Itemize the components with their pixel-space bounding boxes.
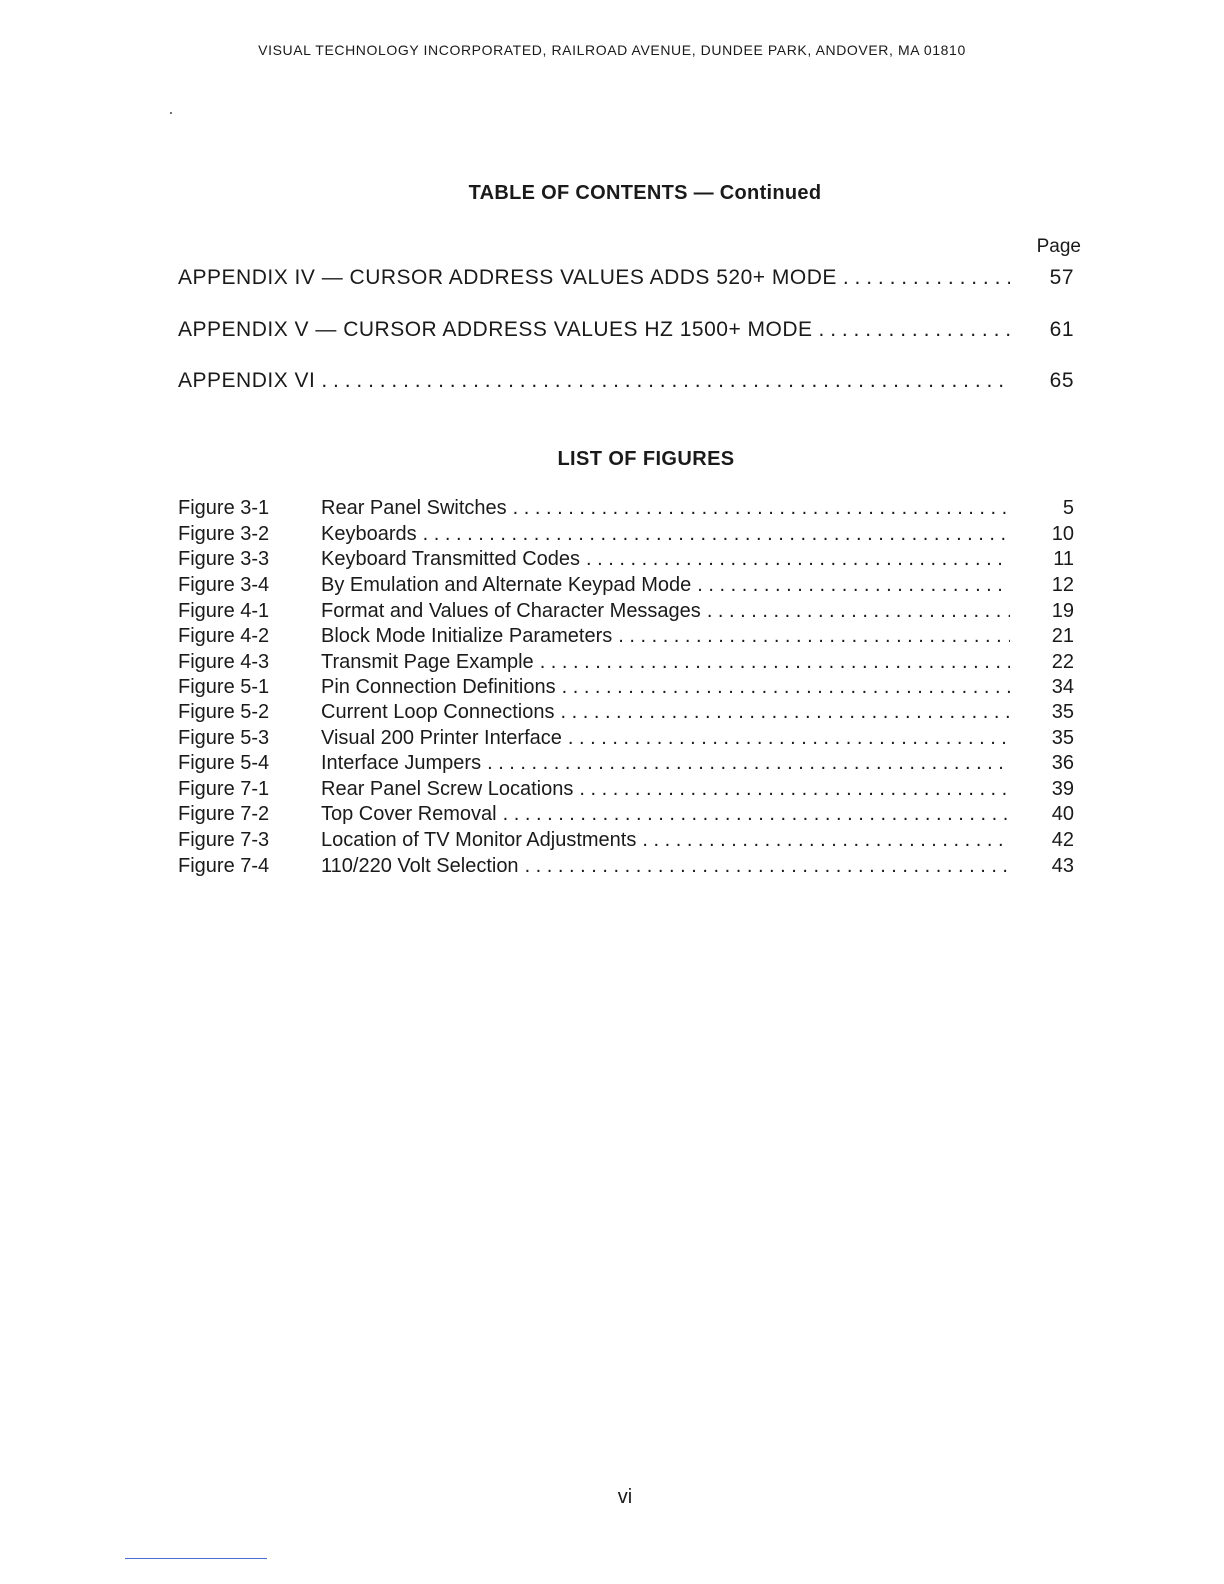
figure-entry bbox=[178, 752, 1074, 775]
figure-caption: Visual 200 Printer Interface bbox=[321, 727, 562, 749]
dot-leader bbox=[642, 829, 1010, 852]
dot-leader bbox=[321, 369, 1010, 393]
figure-page: 5 bbox=[1062, 497, 1074, 519]
figure-entry bbox=[178, 574, 1074, 597]
company-address-header: VISUAL TECHNOLOGY INCORPORATED, RAILROAD AVENUE, DUNDEE PARK, ANDOVER, MA 01810 bbox=[258, 42, 966, 58]
figure-number: Figure 7-4 bbox=[178, 855, 270, 877]
figure-number: Figure 5-4 bbox=[178, 752, 270, 774]
dot-leader bbox=[513, 497, 1010, 520]
toc-entry-page: 61 bbox=[1049, 318, 1074, 341]
figure-entry bbox=[178, 600, 1074, 623]
figure-number: Figure 4-2 bbox=[178, 625, 270, 647]
toc-entry-label: APPENDIX VI bbox=[178, 369, 316, 392]
figure-page: 43 bbox=[1051, 855, 1074, 877]
figure-caption: Rear Panel Screw Locations bbox=[321, 778, 574, 800]
dot-leader bbox=[560, 701, 1010, 724]
figure-entry bbox=[178, 701, 1074, 724]
figure-number: Figure 7-3 bbox=[178, 829, 270, 851]
figure-caption: Block Mode Initialize Parameters bbox=[321, 625, 613, 647]
figure-page: 21 bbox=[1051, 625, 1074, 647]
toc-entry-label: APPENDIX IV — CURSOR ADDRESS VALUES ADDS 520+ MODE bbox=[178, 266, 837, 289]
dot-leader bbox=[487, 752, 1010, 775]
dot-leader bbox=[618, 625, 1010, 648]
figure-page: 35 bbox=[1051, 701, 1074, 723]
dot-leader bbox=[586, 548, 1010, 571]
figure-number: Figure 5-2 bbox=[178, 701, 270, 723]
figure-caption: Transmit Page Example bbox=[321, 651, 534, 673]
figure-number: Figure 5-3 bbox=[178, 727, 270, 749]
figure-page: 11 bbox=[1053, 548, 1074, 570]
figure-page: 42 bbox=[1051, 829, 1074, 851]
figure-page: 39 bbox=[1051, 778, 1074, 800]
figure-page: 34 bbox=[1051, 676, 1074, 698]
figure-caption: Rear Panel Switches bbox=[321, 497, 507, 519]
figure-caption: 110/220 Volt Selection bbox=[321, 855, 519, 877]
figure-page: 35 bbox=[1051, 727, 1074, 749]
dot-leader bbox=[540, 651, 1010, 674]
figure-entry bbox=[178, 855, 1074, 878]
figure-number: Figure 4-3 bbox=[178, 651, 270, 673]
toc-title: TABLE OF CONTENTS — Continued bbox=[468, 182, 822, 204]
figure-caption: Current Loop Connections bbox=[321, 701, 555, 723]
figure-entry bbox=[178, 497, 1074, 520]
figure-caption: Location of TV Monitor Adjustments bbox=[321, 829, 637, 851]
dot-leader bbox=[525, 855, 1010, 878]
dot-leader bbox=[579, 778, 1010, 801]
figure-caption: Keyboards bbox=[321, 523, 417, 545]
page-number: vi bbox=[617, 1486, 633, 1508]
figure-entry bbox=[178, 548, 1074, 571]
figure-number: Figure 3-1 bbox=[178, 497, 270, 519]
toc-entry-page: 57 bbox=[1049, 266, 1074, 289]
figure-caption: Pin Connection Definitions bbox=[321, 676, 556, 698]
dot-leader bbox=[562, 676, 1010, 699]
toc-entry-label: APPENDIX V — CURSOR ADDRESS VALUES HZ 1500+ MODE bbox=[178, 318, 813, 341]
figure-entry bbox=[178, 778, 1074, 801]
figure-page: 22 bbox=[1051, 651, 1074, 673]
figure-entry bbox=[178, 625, 1074, 648]
figure-number: Figure 3-3 bbox=[178, 548, 270, 570]
figure-caption: By Emulation and Alternate Keypad Mode bbox=[321, 574, 692, 596]
figure-page: 40 bbox=[1051, 803, 1074, 825]
dot-leader bbox=[819, 318, 1010, 342]
figure-caption: Format and Values of Character Messages bbox=[321, 600, 701, 622]
figure-entry bbox=[178, 727, 1074, 750]
figure-number: Figure 3-4 bbox=[178, 574, 270, 596]
figure-number: Figure 7-2 bbox=[178, 803, 270, 825]
toc-entry-appendix-iv bbox=[178, 266, 1074, 290]
figure-entry bbox=[178, 651, 1074, 674]
dot-leader bbox=[568, 727, 1010, 750]
dot-leader bbox=[843, 266, 1010, 290]
toc-entry-appendix-v bbox=[178, 318, 1074, 342]
figure-entry bbox=[178, 676, 1074, 699]
footer-rule bbox=[125, 1558, 267, 1559]
figure-entry bbox=[178, 803, 1074, 826]
figure-page: 19 bbox=[1051, 600, 1074, 622]
figure-number: Figure 5-1 bbox=[178, 676, 270, 698]
dot-leader bbox=[707, 600, 1010, 623]
figure-number: Figure 3-2 bbox=[178, 523, 270, 545]
figure-entry bbox=[178, 523, 1074, 546]
page-column-label: Page bbox=[1036, 236, 1081, 257]
figure-entry bbox=[178, 829, 1074, 852]
figure-number: Figure 7-1 bbox=[178, 778, 270, 800]
figure-page: 36 bbox=[1051, 752, 1074, 774]
figure-caption: Top Cover Removal bbox=[321, 803, 497, 825]
dot-leader bbox=[423, 523, 1010, 546]
scan-speck bbox=[170, 112, 172, 114]
figure-page: 12 bbox=[1051, 574, 1074, 596]
toc-entry-page: 65 bbox=[1049, 369, 1074, 392]
dot-leader bbox=[697, 574, 1010, 597]
figure-page: 10 bbox=[1051, 523, 1074, 545]
toc-entry-appendix-vi bbox=[178, 369, 1074, 393]
dot-leader bbox=[503, 803, 1010, 826]
figure-caption: Interface Jumpers bbox=[321, 752, 482, 774]
list-of-figures-title: LIST OF FIGURES bbox=[557, 448, 735, 470]
figure-caption: Keyboard Transmitted Codes bbox=[321, 548, 581, 570]
figure-number: Figure 4-1 bbox=[178, 600, 270, 622]
